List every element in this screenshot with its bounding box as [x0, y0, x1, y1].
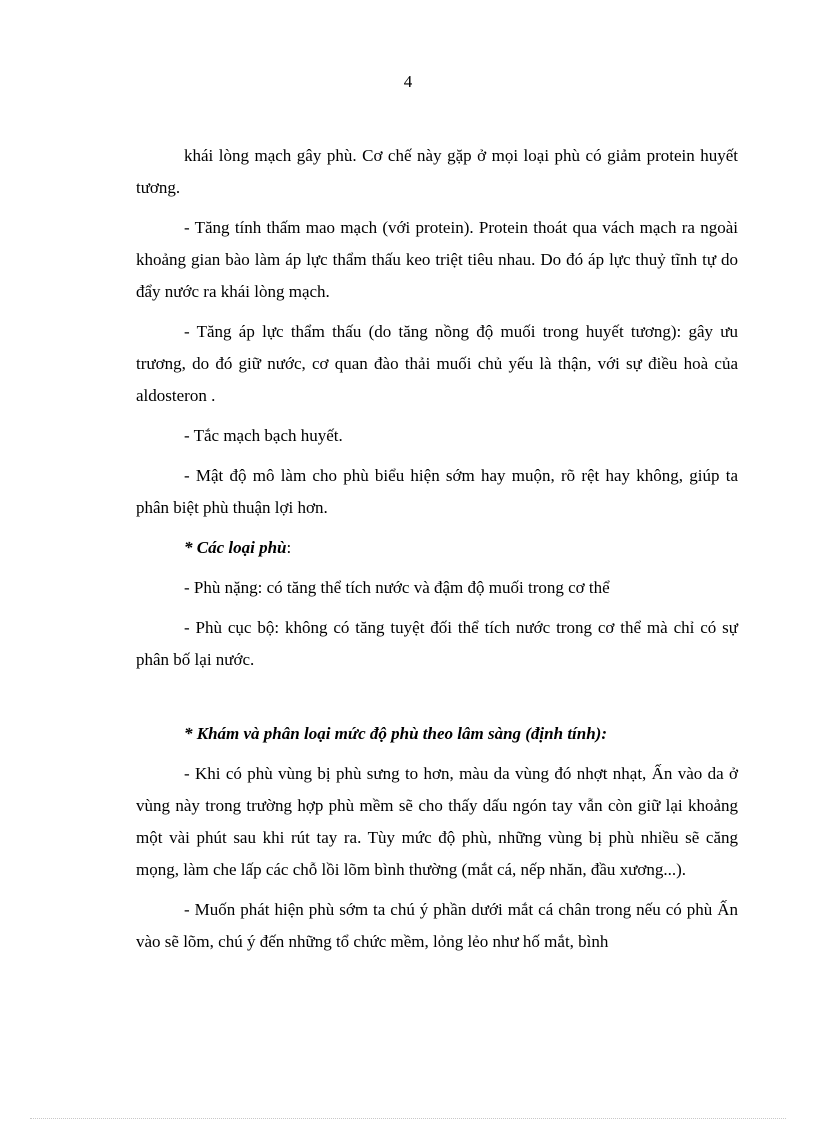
section-heading-types-text: * Các loại phù: [184, 538, 287, 557]
paragraph-1: khái lòng mạch gây phù. Cơ chế này gặp ở mọi loại phù có giảm protein huyết tương.: [136, 146, 738, 197]
page-number: 4: [403, 72, 413, 91]
paragraph-6: - Phù nặng: có tăng thể tích nước và đậm độ muối trong cơ thể: [184, 578, 610, 597]
paragraph-8: - Khi có phù vùng bị phù sưng to hơn, màu da vùng đó nhợt nhạt, Ấn vào da ở vùng này trong trường hợp phù mềm sẽ cho thấy dấu ngón tay vẫn còn giữ lại khoảng một vài phút sau khi rút tay ra. Tùy mức độ phù, những vùng bị phù nhiều sẽ căng mọng, làm che lấp các chỗ lồi lõm bình thường (mắt cá, nếp nhăn, đầu xương...).: [136, 764, 738, 879]
section-heading-types: [136, 532, 738, 564]
paragraph-4: - Tắc mạch bạch huyết.: [184, 426, 343, 445]
page-bottom-divider: [30, 1118, 786, 1119]
section-heading-types-colon: :: [286, 538, 292, 557]
paragraph-3: - Tăng áp lực thẩm thấu (do tăng nồng độ muối trong huyết tương): gây ưu trương, do đó giữ nước, cơ quan đào thải muối chủ yếu là thận, với sự điều hoà của aldosteron .: [136, 322, 738, 405]
paragraph-7: - Phù cục bộ: không có tăng tuyệt đối thể tích nước trong cơ thể mà chỉ có sự phân bố lại nước.: [136, 618, 738, 669]
document-body: [136, 140, 738, 958]
section-heading-exam-text: * Khám và phân loại mức độ phù theo lâm sàng (định tính):: [184, 724, 607, 743]
paragraph-5: - Mật độ mô làm cho phù biểu hiện sớm hay muộn, rõ rệt hay không, giúp ta phân biệt phù thuận lợi hơn.: [136, 466, 738, 517]
paragraph-2: - Tăng tính thấm mao mạch (với protein). Protein thoát qua vách mạch ra ngoài khoảng gian bào làm áp lực thẩm thấu keo triệt tiêu nhau. Do đó áp lực thuỷ tĩnh tự do đẩy nước ra khái lòng mạch.: [136, 218, 738, 301]
section-heading-exam: [136, 718, 738, 750]
paragraph-9: - Muốn phát hiện phù sớm ta chú ý phần dưới mắt cá chân trong nếu có phù Ấn vào sẽ lõm, chú ý đến những tổ chức mềm, lỏng lẻo như hố mắt, bình: [136, 900, 738, 951]
